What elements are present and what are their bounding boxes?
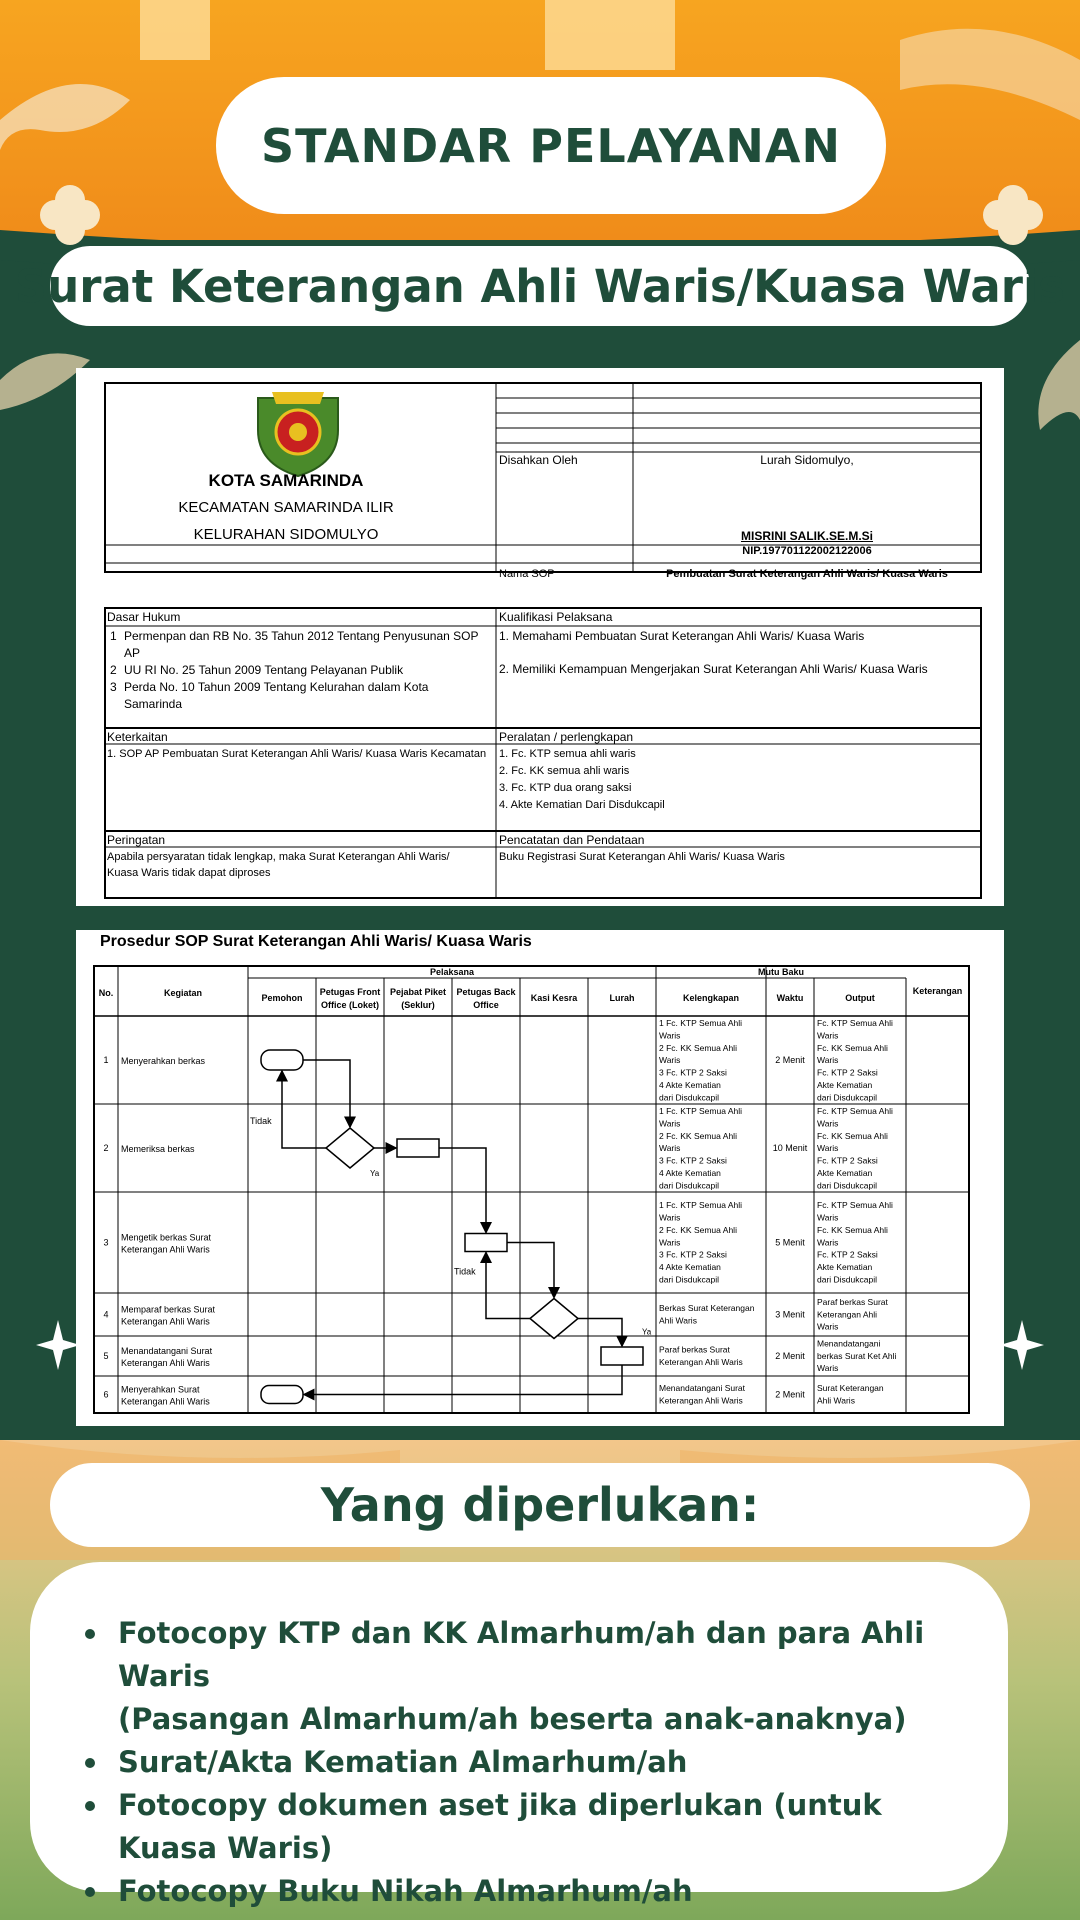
row-kelengkapan: dari Disdukcapil	[659, 1180, 719, 1191]
kota-label: KOTA SAMARINDA	[208, 471, 364, 490]
requirement-item: Surat/Akta Kematian Almarhum/ah	[80, 1741, 988, 1784]
header-kegiatan: Kegiatan	[163, 988, 203, 998]
header-pelaksana-role: Pemohon	[261, 993, 303, 1003]
row-output: Waris	[817, 1212, 839, 1223]
row-output: Keterangan Ahli	[817, 1309, 878, 1320]
kualifikasi-item-2: 2. Memiliki Kemampuan Mengerjakan Surat Keterangan Ahli Waris/ Kuasa Waris	[499, 662, 928, 676]
header-pelaksana-role: Petugas Front	[319, 987, 381, 997]
header-keterangan: Keterangan	[912, 986, 963, 996]
peringatan-line-2: Kuasa Waris tidak dapat diproses	[107, 867, 271, 879]
requirements-title: Yang diperlukan:	[50, 1463, 1030, 1547]
row-kegiatan: Menandatangani Surat	[121, 1346, 213, 1356]
keterkaitan-label: Keterkaitan	[107, 730, 168, 744]
row-output: Akte Kematian	[817, 1080, 873, 1090]
row-output: Fc. KK Semua Ahli	[817, 1130, 888, 1141]
flow-arrow	[578, 1319, 622, 1347]
row-kelengkapan: 1 Fc. KTP Semua Ahli	[659, 1106, 742, 1116]
row-kelengkapan: Berkas Surat Keterangan	[659, 1303, 755, 1314]
terminator-end	[261, 1386, 303, 1404]
row-output: Menandatangani	[817, 1338, 881, 1349]
procedure-title: Prosedur SOP Surat Keterangan Ahli Waris/ Kuasa Waris	[100, 933, 532, 950]
row-output: Waris	[817, 1030, 839, 1041]
row-output: Waris	[817, 1118, 839, 1129]
row-kegiatan: Menyerahkan berkas	[121, 1056, 206, 1066]
lurah-nip: NIP.197701122002122006	[742, 545, 872, 557]
row-kegiatan: Mengetik berkas Surat	[121, 1232, 212, 1243]
row-output: Fc. KTP Semua Ahli	[817, 1200, 893, 1211]
row-kelengkapan: Waris	[659, 1143, 681, 1154]
row-output: Waris	[817, 1055, 839, 1066]
dasar-hukum-item: UU RI No. 25 Tahun 2009 Tentang Pelayanan Publik	[124, 663, 404, 677]
kualifikasi-item-1: 1. Memahami Pembuatan Surat Keterangan Ahli Waris/ Kuasa Waris	[499, 629, 865, 643]
row-no: 2	[103, 1143, 109, 1153]
pencatatan-label: Pencatatan dan Pendataan	[499, 833, 645, 847]
row-no: 5	[103, 1351, 109, 1361]
row-output: Waris	[817, 1321, 839, 1332]
process-box	[397, 1139, 439, 1157]
peralatan-item-1: 1. Fc. KTP semua ahli waris	[499, 748, 636, 760]
dasar-hukum-no: 2	[110, 663, 117, 677]
row-output: Fc. KK Semua Ahli	[817, 1224, 888, 1235]
row-waktu: 2 Menit	[775, 1389, 805, 1400]
row-kegiatan: Keterangan Ahli Waris	[121, 1396, 210, 1407]
row-no: 6	[103, 1389, 109, 1400]
label-ya: Ya	[642, 1327, 652, 1337]
row-kegiatan: Memeriksa berkas	[121, 1144, 195, 1154]
row-kelengkapan: Waris	[659, 1030, 681, 1041]
row-kelengkapan: dari Disdukcapil	[659, 1274, 719, 1285]
nama-sop-label: Nama SOP	[499, 568, 555, 580]
flow-arrow	[486, 1253, 530, 1319]
row-kegiatan: Keterangan Ahli Waris	[121, 1244, 210, 1255]
row-waktu: 10 Menit	[772, 1143, 808, 1153]
peralatan-label: Peralatan / perlengkapan	[499, 730, 634, 744]
row-output: Akte Kematian	[817, 1262, 873, 1273]
row-output: Waris	[817, 1143, 839, 1154]
row-waktu: 3 Menit	[775, 1309, 805, 1320]
header-mutu-col: Kelengkapan	[682, 993, 740, 1003]
label-ya: Ya	[370, 1169, 380, 1178]
row-output: dari Disdukcapil	[817, 1092, 877, 1103]
row-kelengkapan: Keterangan Ahli Waris	[659, 1357, 743, 1367]
row-output: Waris	[817, 1363, 839, 1374]
terminator-start	[261, 1050, 303, 1070]
row-kelengkapan: 3 Fc. KTP 2 Saksi	[659, 1249, 727, 1260]
kecamatan-label: KECAMATAN SAMARINDA ILIR	[178, 499, 394, 516]
row-output: Paraf berkas Surat	[817, 1296, 888, 1307]
row-kelengkapan: Keterangan Ahli Waris	[659, 1395, 743, 1406]
keterkaitan-item: 1. SOP AP Pembuatan Surat Keterangan Ahli Waris/ Kuasa Waris Kecamatan	[107, 748, 487, 760]
row-kelengkapan: Waris	[659, 1055, 681, 1066]
requirement-item: Fotocopy Buku Nikah Almarhum/ah	[80, 1870, 988, 1913]
decision-diamond	[530, 1299, 578, 1339]
peringatan-label: Peringatan	[107, 833, 166, 847]
dasar-hukum-no: 3	[110, 680, 117, 694]
row-waktu: 2 Menit	[775, 1055, 805, 1065]
row-kelengkapan: Paraf berkas Surat	[659, 1344, 730, 1355]
peralatan-item-3: 3. Fc. KTP dua orang saksi	[499, 782, 632, 794]
page-title: STANDAR PELAYANAN	[216, 77, 886, 214]
row-kelengkapan: Ahli Waris	[659, 1315, 697, 1326]
service-subtitle: Surat Keterangan Ahli Waris/Kuasa Waris	[50, 246, 1030, 326]
header-mutu-col: Output	[845, 993, 875, 1003]
row-output: Surat Keterangan	[817, 1383, 884, 1394]
row-waktu: 5 Menit	[775, 1237, 805, 1248]
header-pelaksana-role: (Seklur)	[401, 1000, 435, 1010]
city-emblem-icon	[258, 392, 338, 476]
row-kelengkapan: dari Disdukcapil	[659, 1092, 719, 1103]
row-kelengkapan: 3 Fc. KTP 2 Saksi	[659, 1067, 727, 1078]
header-pelaksana-role: Office	[473, 1000, 499, 1010]
nama-sop-value: Pembuatan Surat Keterangan Ahli Waris/ Kuasa Waris	[666, 568, 948, 580]
requirement-item: Fotocopy KTP dan KK Almarhum/ah dan para Ahli Waris (Pasangan Almarhum/ah beserta anak-anaknya)	[80, 1612, 988, 1741]
dasar-hukum-item: Perda No. 10 Tahun 2009 Tentang Kelurahan dalam Kota	[124, 680, 429, 694]
row-output: Waris	[817, 1237, 839, 1248]
flow-arrow	[439, 1148, 486, 1233]
header-pelaksana-role: Office (Loket)	[320, 1000, 380, 1010]
row-kegiatan: Keterangan Ahli Waris	[121, 1358, 210, 1368]
label-tidak: Tidak	[250, 1116, 272, 1126]
header-pelaksana: Pelaksana	[429, 967, 475, 977]
peralatan-item-4: 4. Akte Kematian Dari Disdukcapil	[499, 799, 665, 811]
disahkan-label: Disahkan Oleh	[499, 453, 578, 467]
dasar-hukum-item-cont: Samarinda	[124, 697, 183, 711]
row-no: 4	[103, 1309, 109, 1320]
flow-arrow	[303, 1060, 350, 1127]
row-kelengkapan: Waris	[659, 1237, 681, 1248]
row-no: 1	[103, 1055, 109, 1065]
procedure-flowchart	[76, 930, 1004, 1426]
decision-diamond	[326, 1128, 374, 1168]
procedure-document	[76, 930, 1004, 1426]
header-pelaksana-role: Kasi Kesra	[530, 993, 578, 1003]
row-output: Fc. KTP Semua Ahli	[817, 1018, 893, 1028]
flow-arrow	[304, 1365, 622, 1395]
dasar-hukum-label: Dasar Hukum	[107, 610, 181, 624]
sop-document	[76, 368, 1004, 906]
header-mutu-col: Waktu	[776, 993, 804, 1003]
row-kelengkapan: 2 Fc. KK Semua Ahli	[659, 1224, 737, 1235]
pencatatan-value: Buku Registrasi Surat Keterangan Ahli Waris/ Kuasa Waris	[499, 851, 785, 863]
flow-arrow	[282, 1071, 326, 1148]
row-kelengkapan: 4 Akte Kematian	[659, 1262, 721, 1273]
row-output: Fc. KK Semua Ahli	[817, 1042, 888, 1053]
row-kegiatan: Menyerahkan Surat	[121, 1384, 200, 1395]
row-kelengkapan: Menandatangani Surat	[659, 1383, 746, 1394]
header-mutu: Mutu Baku	[758, 967, 804, 977]
lurah-title: Lurah Sidomulyo,	[760, 453, 854, 467]
row-kelengkapan: 2 Fc. KK Semua Ahli	[659, 1130, 737, 1141]
row-kelengkapan: 2 Fc. KK Semua Ahli	[659, 1042, 737, 1053]
row-output: dari Disdukcapil	[817, 1180, 877, 1191]
dasar-hukum-no: 1	[110, 629, 117, 643]
row-output: Fc. KTP 2 Saksi	[817, 1249, 878, 1260]
row-kelengkapan: 4 Akte Kematian	[659, 1168, 721, 1178]
peringatan-line-1: Apabila persyaratan tidak lengkap, maka Surat Keterangan Ahli Waris/	[107, 851, 450, 863]
label-tidak: Tidak	[454, 1266, 476, 1277]
header-pelaksana-role: Petugas Back	[456, 987, 516, 997]
kualifikasi-label: Kualifikasi Pelaksana	[499, 610, 613, 624]
row-output: berkas Surat Ket Ahli	[817, 1350, 897, 1361]
row-kelengkapan: Waris	[659, 1212, 681, 1223]
row-kelengkapan: 1 Fc. KTP Semua Ahli	[659, 1018, 742, 1028]
row-kegiatan: Memparaf berkas Surat	[121, 1304, 216, 1315]
requirement-item: Fotocopy dokumen aset jika diperlukan (untuk Kuasa Waris)	[80, 1784, 988, 1870]
row-kelengkapan: 1 Fc. KTP Semua Ahli	[659, 1200, 742, 1211]
row-output: dari Disdukcapil	[817, 1274, 877, 1285]
header-no: No.	[98, 988, 114, 998]
flow-arrow	[507, 1243, 554, 1298]
dasar-hukum-item: Permenpan dan RB No. 35 Tahun 2012 Tentang Penyusunan SOP	[124, 629, 479, 643]
row-no: 3	[103, 1237, 109, 1248]
row-output: Ahli Waris	[817, 1395, 855, 1406]
row-output: Fc. KTP 2 Saksi	[817, 1067, 878, 1078]
process-box	[465, 1234, 507, 1252]
process-box	[601, 1347, 643, 1365]
row-waktu: 2 Menit	[775, 1351, 805, 1361]
row-kelengkapan: 3 Fc. KTP 2 Saksi	[659, 1155, 727, 1166]
lurah-name: MISRINI SALIK.SE.M.Si	[740, 529, 873, 543]
row-kelengkapan: Waris	[659, 1118, 681, 1129]
row-output: Fc. KTP 2 Saksi	[817, 1155, 878, 1166]
row-kegiatan: Keterangan Ahli Waris	[121, 1316, 210, 1327]
row-output: Akte Kematian	[817, 1168, 873, 1178]
requirements-card	[30, 1562, 1008, 1908]
requirements-list	[80, 1612, 988, 1913]
row-kelengkapan: 4 Akte Kematian	[659, 1080, 721, 1090]
row-output: Fc. KTP Semua Ahli	[817, 1106, 893, 1116]
peralatan-item-2: 2. Fc. KK semua ahli waris	[499, 765, 630, 777]
header-pelaksana-role: Lurah	[609, 993, 635, 1003]
kelurahan-label: KELURAHAN SIDOMULYO	[193, 526, 379, 543]
dasar-hukum-item-cont: AP	[124, 646, 141, 660]
header-pelaksana-role: Pejabat Piket	[389, 987, 447, 997]
